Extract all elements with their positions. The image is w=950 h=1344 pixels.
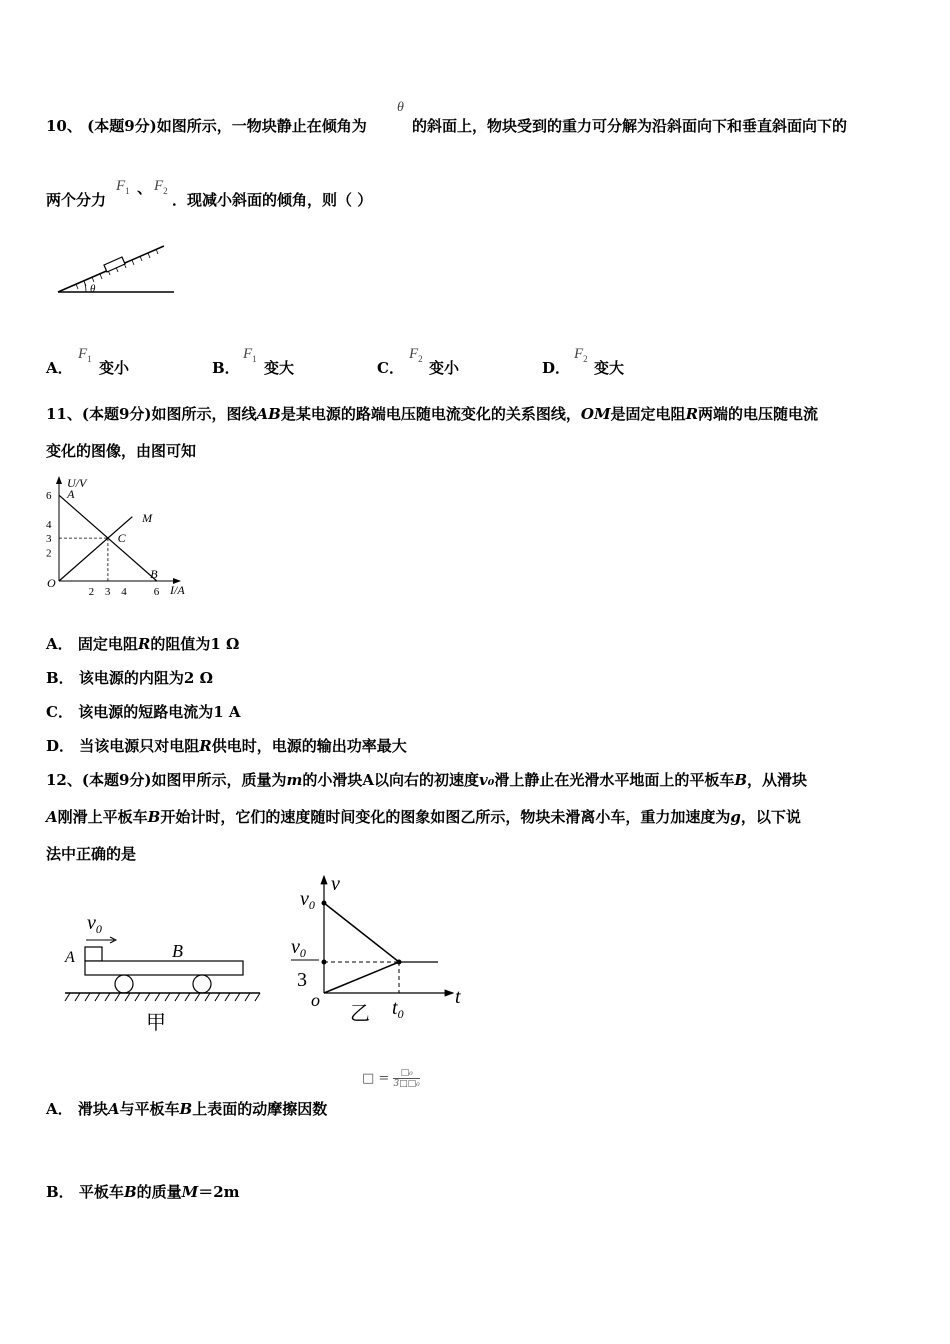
mu-formula: □ = □₀ 3□□₀	[362, 1068, 420, 1089]
line-a	[324, 903, 399, 962]
y-axis-label: U/V	[67, 476, 87, 490]
question-number: 11、	[46, 405, 82, 423]
y-tick-label: 3	[46, 533, 52, 546]
q10-line2-start: 两个分力	[46, 191, 107, 209]
point-label-b: B	[150, 566, 158, 581]
wheel	[115, 975, 133, 993]
x-tick-label: 2	[88, 586, 95, 598]
origin-label: O	[47, 576, 56, 590]
block-a	[85, 947, 102, 961]
question-tag: (本题9分)	[81, 405, 152, 423]
q12-line3: 法中正确的是	[46, 845, 137, 863]
q12-option-b[interactable]: B． 平板车B的质量M＝2m	[46, 1183, 240, 1201]
point-label-a: A	[67, 486, 75, 501]
q10-option-d-symbol: $F_2$	[574, 346, 588, 364]
board-b	[85, 961, 243, 975]
question-tag: (本题9分)	[81, 771, 152, 789]
t0-label: $t_0$	[392, 997, 404, 1021]
t-axis-label: t	[455, 986, 461, 1008]
figure-jia-label: 甲	[146, 1012, 166, 1034]
q10-line2-end: ．现减小斜面的倾角，则（ ）	[172, 191, 373, 209]
f1-symbol: $F_1$	[116, 178, 130, 196]
q12-line1: 12、(本题9分)如图甲所示，质量为m的小滑块A以向右的初速度v₀滑上静止在光滑水平地面上的平板车B，从滑块	[46, 771, 808, 789]
q10-option-a-symbol: $F_1$	[78, 346, 92, 364]
wheel	[193, 975, 211, 993]
x-tick-label: 6	[153, 586, 160, 598]
x-tick-label: 3	[104, 586, 111, 598]
f2-symbol: $F_2$	[154, 178, 168, 196]
x-tick-label: 4	[121, 586, 127, 598]
q12-option-a[interactable]: A． 滑块A与平板车B上表面的动摩擦因数	[46, 1100, 328, 1118]
q10-option-c-symbol: $F_2$	[409, 346, 423, 364]
q10-option-a[interactable]: A．	[46, 359, 73, 377]
block	[104, 257, 125, 272]
q10-line1-cont: 的斜面上，物块受到的重力可分解为沿斜面向下和垂直斜面向下的	[412, 117, 848, 135]
figure-theta-label: θ	[90, 283, 96, 295]
q11-option-a[interactable]: A． 固定电阻R的阻值为1 Ω	[46, 635, 240, 653]
v0-label: $v_0$	[300, 888, 315, 912]
line-b	[324, 962, 399, 993]
q11-option-b[interactable]: B． 该电源的内阻为2 Ω	[46, 669, 213, 687]
q10-option-b-text: 变大	[264, 359, 295, 377]
origin-o: o	[311, 990, 320, 1010]
y-tick-label: 4	[46, 518, 52, 531]
q11-line1: 11、(本题9分)如图所示，图线AB是某电源的路端电压随电流变化的关系图线，OM是固定电阻R两端的电压随电流	[46, 405, 819, 423]
block-a-label: A	[65, 949, 75, 966]
q11-option-c[interactable]: C． 该电源的短路电流为1 A	[46, 703, 241, 721]
series-line-om	[59, 517, 132, 581]
separator: 、	[137, 179, 153, 197]
q10-option-b-symbol: $F_1$	[243, 346, 257, 364]
q10-option-c-text: 变小	[429, 359, 460, 377]
q10-line1: 10、 (本题9分)如图所示，一物块静止在倾角为	[46, 117, 367, 135]
theta-symbol: θ	[397, 100, 404, 115]
figure-yi	[288, 868, 473, 1028]
q10-option-c[interactable]: C．	[377, 359, 404, 377]
q10-option-d-text: 变大	[594, 359, 625, 377]
q11-option-d[interactable]: D． 当该电源只对电阻R供电时，电源的输出功率最大	[46, 737, 407, 755]
x-axis-label: I/A	[170, 583, 185, 597]
figure-jia	[62, 905, 267, 1035]
q12-line2: A刚滑上平板车B开始计时，它们的速度随时间变化的图象如图乙所示，物块未滑离小车，重力加速度为g，以下说	[46, 808, 801, 826]
y-tick-label: 2	[46, 547, 52, 560]
figure-yi-label: 乙	[350, 1003, 370, 1025]
point-label-c: C	[117, 531, 126, 546]
incline-figure	[56, 240, 186, 300]
question-number: 12、	[46, 771, 82, 789]
point-label-m: M	[142, 511, 153, 526]
question-tag: (本题9分)	[87, 117, 157, 135]
q10-option-d[interactable]: D．	[542, 359, 571, 377]
board-b-label: B	[172, 941, 183, 961]
v0-third-num: $v_0$	[291, 936, 306, 960]
question-number: 10、	[46, 117, 82, 135]
v0-third-den: 3	[297, 969, 307, 991]
q10-option-b[interactable]: B．	[212, 359, 240, 377]
v-axis-label: v	[331, 873, 340, 895]
q10-option-a-text: 变小	[99, 359, 130, 377]
svg-text:v0: $v_0$	[87, 912, 102, 936]
y-tick-label: 6	[46, 490, 52, 503]
q11-line2: 变化的图像，由图可知	[46, 442, 197, 460]
ui-chart	[40, 475, 200, 600]
